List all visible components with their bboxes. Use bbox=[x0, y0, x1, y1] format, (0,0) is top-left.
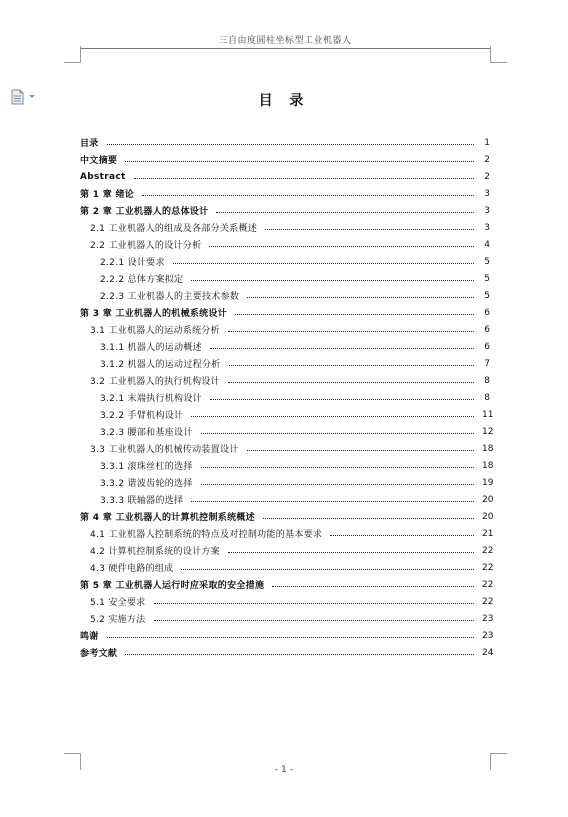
toc-entry-text: 5.1 安全要求 bbox=[90, 598, 146, 608]
toc-leader-dots bbox=[125, 161, 474, 162]
toc-leader-dots bbox=[209, 246, 474, 247]
toc-page-number: 23 bbox=[482, 630, 494, 641]
toc-leader-dots bbox=[191, 280, 474, 281]
toc-page-number: 18 bbox=[482, 443, 494, 454]
toc-entry[interactable] bbox=[80, 389, 490, 406]
toc-entry-text: 4.1 工业机器人控制系统的特点及对控制功能的基本要求 bbox=[90, 530, 323, 540]
toc-page-number: 2 bbox=[484, 154, 490, 165]
toc-entry[interactable] bbox=[80, 304, 490, 321]
toc-entry[interactable] bbox=[80, 151, 490, 168]
toc-leader-dots bbox=[107, 144, 474, 145]
toc-entry[interactable] bbox=[80, 542, 494, 559]
toc-page-number: 3 bbox=[484, 188, 490, 199]
toc-entry[interactable] bbox=[80, 491, 494, 508]
toc-entry[interactable] bbox=[80, 338, 490, 355]
toc-page-number: 22 bbox=[482, 545, 494, 556]
toc-leader-dots bbox=[181, 569, 474, 570]
toc-entry-text: 第 3 章 工业机器人的机械系统设计 bbox=[80, 309, 228, 319]
toc-entry-text: 参考文献 bbox=[80, 649, 118, 659]
toc-title: 目 录 bbox=[258, 93, 310, 109]
toc-entry-text: 中文摘要 bbox=[80, 156, 118, 166]
toc-page-number: 18 bbox=[482, 460, 494, 471]
toc-leader-dots bbox=[265, 229, 474, 230]
toc-page-number: 6 bbox=[484, 324, 490, 335]
toc-leader-dots bbox=[229, 365, 474, 366]
toc-entry[interactable] bbox=[80, 270, 490, 287]
toc-page-number: 8 bbox=[484, 375, 490, 386]
toc-entry[interactable] bbox=[80, 406, 494, 423]
toc-entry-text: 3.1.1 机器人的运动概述 bbox=[100, 343, 202, 353]
toc-page-number: 3 bbox=[484, 222, 490, 233]
toc-page-number: 11 bbox=[482, 409, 494, 420]
toc-entry[interactable] bbox=[80, 355, 490, 372]
toc-page-number: 7 bbox=[484, 358, 490, 369]
page-header: 三自由度圆柱坐标型工业机器人 bbox=[218, 36, 352, 46]
toc-entry-text: 2.2 工业机器人的设计分析 bbox=[90, 241, 202, 251]
toc-page-number: 1 bbox=[484, 137, 490, 148]
toc-entry-text: 3.1 工业机器人的运动系统分析 bbox=[90, 326, 220, 336]
toc-leader-dots bbox=[216, 212, 474, 213]
toc-leader-dots bbox=[142, 195, 474, 196]
toc-leader-dots bbox=[201, 467, 474, 468]
toc-leader-dots bbox=[173, 263, 474, 264]
toc-entry[interactable] bbox=[80, 525, 494, 542]
toc-leader-dots bbox=[235, 314, 474, 315]
toc-entry[interactable] bbox=[80, 168, 490, 185]
toc-leader-dots bbox=[228, 382, 474, 383]
toc-leader-dots bbox=[228, 331, 474, 332]
toc-page-number: 12 bbox=[482, 426, 494, 437]
toc-leader-dots bbox=[228, 552, 474, 553]
toc-page-number: 20 bbox=[482, 494, 494, 505]
toc-leader-dots bbox=[134, 178, 474, 179]
toc-page-number: 5 bbox=[484, 290, 490, 301]
toc-entry-text: 鸣谢 bbox=[80, 632, 99, 642]
toc-page-number: 19 bbox=[482, 477, 494, 488]
toc-entry[interactable] bbox=[80, 474, 494, 491]
toc-entry-text: 3.1.2 机器人的运动过程分析 bbox=[100, 360, 221, 370]
toc-entry[interactable] bbox=[80, 610, 494, 627]
toc-leader-dots bbox=[210, 399, 474, 400]
toc-entry-text: 4.3 硬件电路的组成 bbox=[90, 564, 174, 574]
toc-entry[interactable] bbox=[80, 508, 494, 525]
toc-entry-text: 3.3.3 联轴器的选择 bbox=[100, 496, 184, 506]
toc-entry-text: 3.2.1 末端执行机构设计 bbox=[100, 394, 202, 404]
toc-leader-dots bbox=[247, 450, 474, 451]
toc-leader-dots bbox=[125, 654, 474, 655]
toc-entry[interactable] bbox=[80, 593, 494, 610]
toc-page-number: 3 bbox=[484, 205, 490, 216]
toc-entry-text: 第 1 章 绪论 bbox=[80, 190, 135, 200]
toc-entry[interactable] bbox=[80, 219, 490, 236]
table-of-contents bbox=[80, 134, 494, 661]
toc-entry[interactable] bbox=[80, 627, 494, 644]
toc-leader-dots bbox=[154, 603, 474, 604]
header-rule bbox=[80, 48, 490, 49]
toc-entry-text: 3.3.2 谐波齿轮的选择 bbox=[100, 479, 193, 489]
toc-entry[interactable] bbox=[80, 134, 490, 151]
toc-page-number: 6 bbox=[484, 341, 490, 352]
toc-entry-text: 2.2.1 设计要求 bbox=[100, 258, 165, 268]
toc-leader-dots bbox=[272, 586, 474, 587]
toc-leader-dots bbox=[201, 433, 474, 434]
toc-entry-text: 第 5 章 工业机器人运行时应采取的安全措施 bbox=[80, 581, 265, 591]
page-number: - 1 - bbox=[275, 765, 293, 775]
toc-page-number: 8 bbox=[484, 392, 490, 403]
toc-page-number: 22 bbox=[482, 579, 494, 590]
corner-mark-top-right bbox=[490, 46, 507, 63]
toc-entry[interactable] bbox=[80, 202, 490, 219]
toc-entry-text: Abstract bbox=[80, 171, 126, 182]
toc-page-number: 6 bbox=[484, 307, 490, 318]
corner-mark-top-left bbox=[64, 46, 81, 63]
toc-leader-dots bbox=[201, 484, 474, 485]
toc-page-number: 23 bbox=[482, 613, 494, 624]
toc-leader-dots bbox=[247, 297, 474, 298]
toc-entry-text: 3.2.3 腰部和基座设计 bbox=[100, 428, 193, 438]
toc-page-number: 5 bbox=[484, 273, 490, 284]
toc-page-number: 20 bbox=[482, 511, 494, 522]
toc-entry[interactable] bbox=[80, 253, 490, 270]
toc-entry[interactable] bbox=[80, 287, 490, 304]
toc-entry[interactable] bbox=[80, 440, 494, 457]
toc-entry-text: 3.3 工业机器人的机械传动装置设计 bbox=[90, 445, 239, 455]
toc-page-number: 5 bbox=[484, 256, 490, 267]
toc-page-number: 4 bbox=[484, 239, 490, 250]
toc-entry-text: 2.1 工业机器人的组成及各部分关系概述 bbox=[90, 224, 258, 234]
toc-entry-text: 3.3.1 滚珠丝杠的选择 bbox=[100, 462, 193, 472]
toc-leader-dots bbox=[210, 348, 474, 349]
toc-page-number: 2 bbox=[484, 171, 490, 182]
toc-entry[interactable] bbox=[80, 423, 494, 440]
toc-entry[interactable] bbox=[80, 321, 490, 338]
toc-entry[interactable] bbox=[80, 644, 494, 661]
toc-entry-text: 第 2 章 工业机器人的总体设计 bbox=[80, 207, 209, 217]
toc-leader-dots bbox=[330, 535, 474, 536]
toc-entry[interactable] bbox=[80, 457, 494, 474]
toc-entry-text: 5.2 实施方法 bbox=[90, 615, 146, 625]
toc-entry-text: 3.2.2 手臂机构设计 bbox=[100, 411, 184, 421]
toc-leader-dots bbox=[191, 501, 474, 502]
toc-entry-text: 2.2.2 总体方案拟定 bbox=[100, 275, 184, 285]
toc-entry-text: 目录 bbox=[80, 139, 99, 149]
toc-page-number: 22 bbox=[482, 596, 494, 607]
toc-entry[interactable] bbox=[80, 372, 490, 389]
toc-leader-dots bbox=[191, 416, 474, 417]
toc-entry-text: 3.2 工业机器人的执行机构设计 bbox=[90, 377, 220, 387]
toc-leader-dots bbox=[107, 637, 474, 638]
toc-entry-text: 4.2 计算机控制系统的设计方案 bbox=[90, 547, 220, 557]
toc-entry[interactable] bbox=[80, 559, 494, 576]
toc-page-number: 21 bbox=[482, 528, 494, 539]
toc-leader-dots bbox=[154, 620, 474, 621]
toc-entry[interactable] bbox=[80, 185, 490, 202]
toc-entry[interactable] bbox=[80, 236, 490, 253]
toc-entry[interactable] bbox=[80, 576, 494, 593]
toc-page-number: 22 bbox=[482, 562, 494, 573]
toc-page-number: 24 bbox=[482, 647, 494, 658]
toc-leader-dots bbox=[263, 518, 474, 519]
toc-entry-text: 2.2.3 工业机器人的主要技术参数 bbox=[100, 292, 240, 302]
toc-entry-text: 第 4 章 工业机器人的计算机控制系统概述 bbox=[80, 513, 255, 523]
